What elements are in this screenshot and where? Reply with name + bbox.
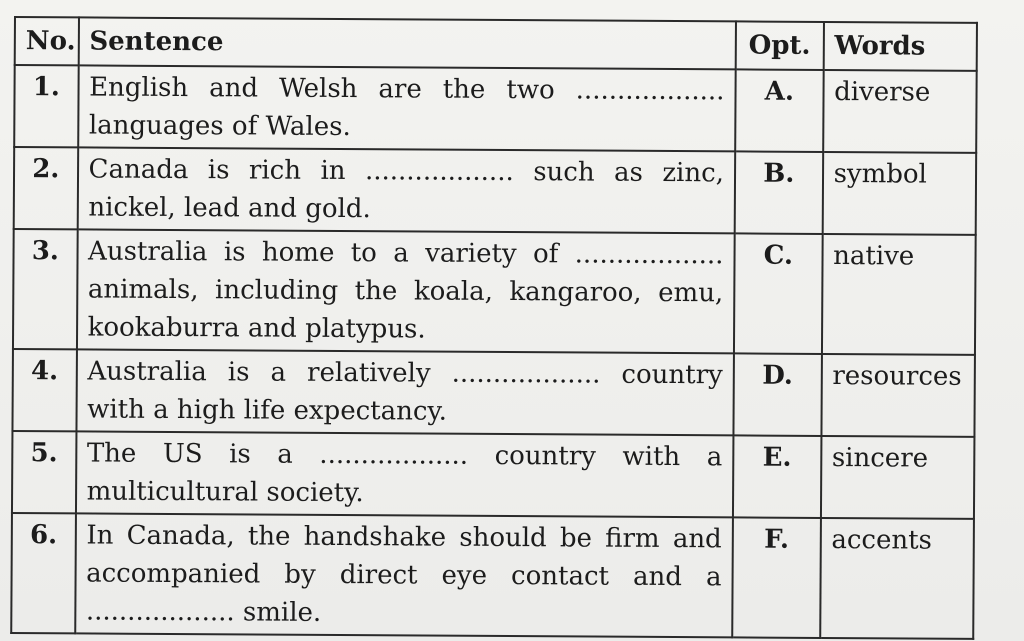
row-word: accents [820,518,974,639]
row-sentence: In Canada, the handshake should be firm and accompanied by direct eye contact and a .................. smile. [75,513,733,637]
row-word: resources [821,354,975,437]
row-sentence: Canada is rich in .................. such as zinc, nickel, lead and gold. [77,147,735,233]
row-option: D. [733,353,821,436]
row-number: 6. [11,513,75,633]
header-opt: Opt. [736,21,824,70]
table-row [12,431,974,519]
row-number: 5. [12,431,76,513]
row-number: 2. [14,147,78,229]
row-word: sincere [821,436,975,519]
header-row [15,17,977,71]
row-option: A. [735,69,823,152]
header-sentence: Sentence [78,17,736,69]
header-no: No. [15,17,79,65]
table-row [14,65,976,153]
row-option: C. [734,233,822,354]
row-option: E. [733,435,821,518]
row-sentence: The US is a .................. country with a multicultural society. [76,431,734,517]
row-number: 1. [14,65,78,147]
table-row [14,147,976,235]
table-row [12,349,974,437]
matching-table [10,16,978,640]
header-words: Words [823,22,977,71]
row-option: F. [732,517,820,638]
row-word: native [822,234,976,355]
row-word: diverse [823,70,977,153]
row-sentence: English and Welsh are the two .................. languages of Wales. [78,65,736,151]
row-sentence: Australia is a relatively .................. country with a high life expectancy. [76,349,734,435]
row-word: symbol [822,152,976,235]
row-number: 4. [12,349,76,431]
row-option: B. [735,151,823,234]
table-row [11,513,974,639]
table-row [13,229,976,355]
row-sentence: Australia is home to a variety of .................. animals, including the koala, kangaroo, emu, kookaburra and platypus. [77,229,735,353]
row-number: 3. [13,229,77,349]
